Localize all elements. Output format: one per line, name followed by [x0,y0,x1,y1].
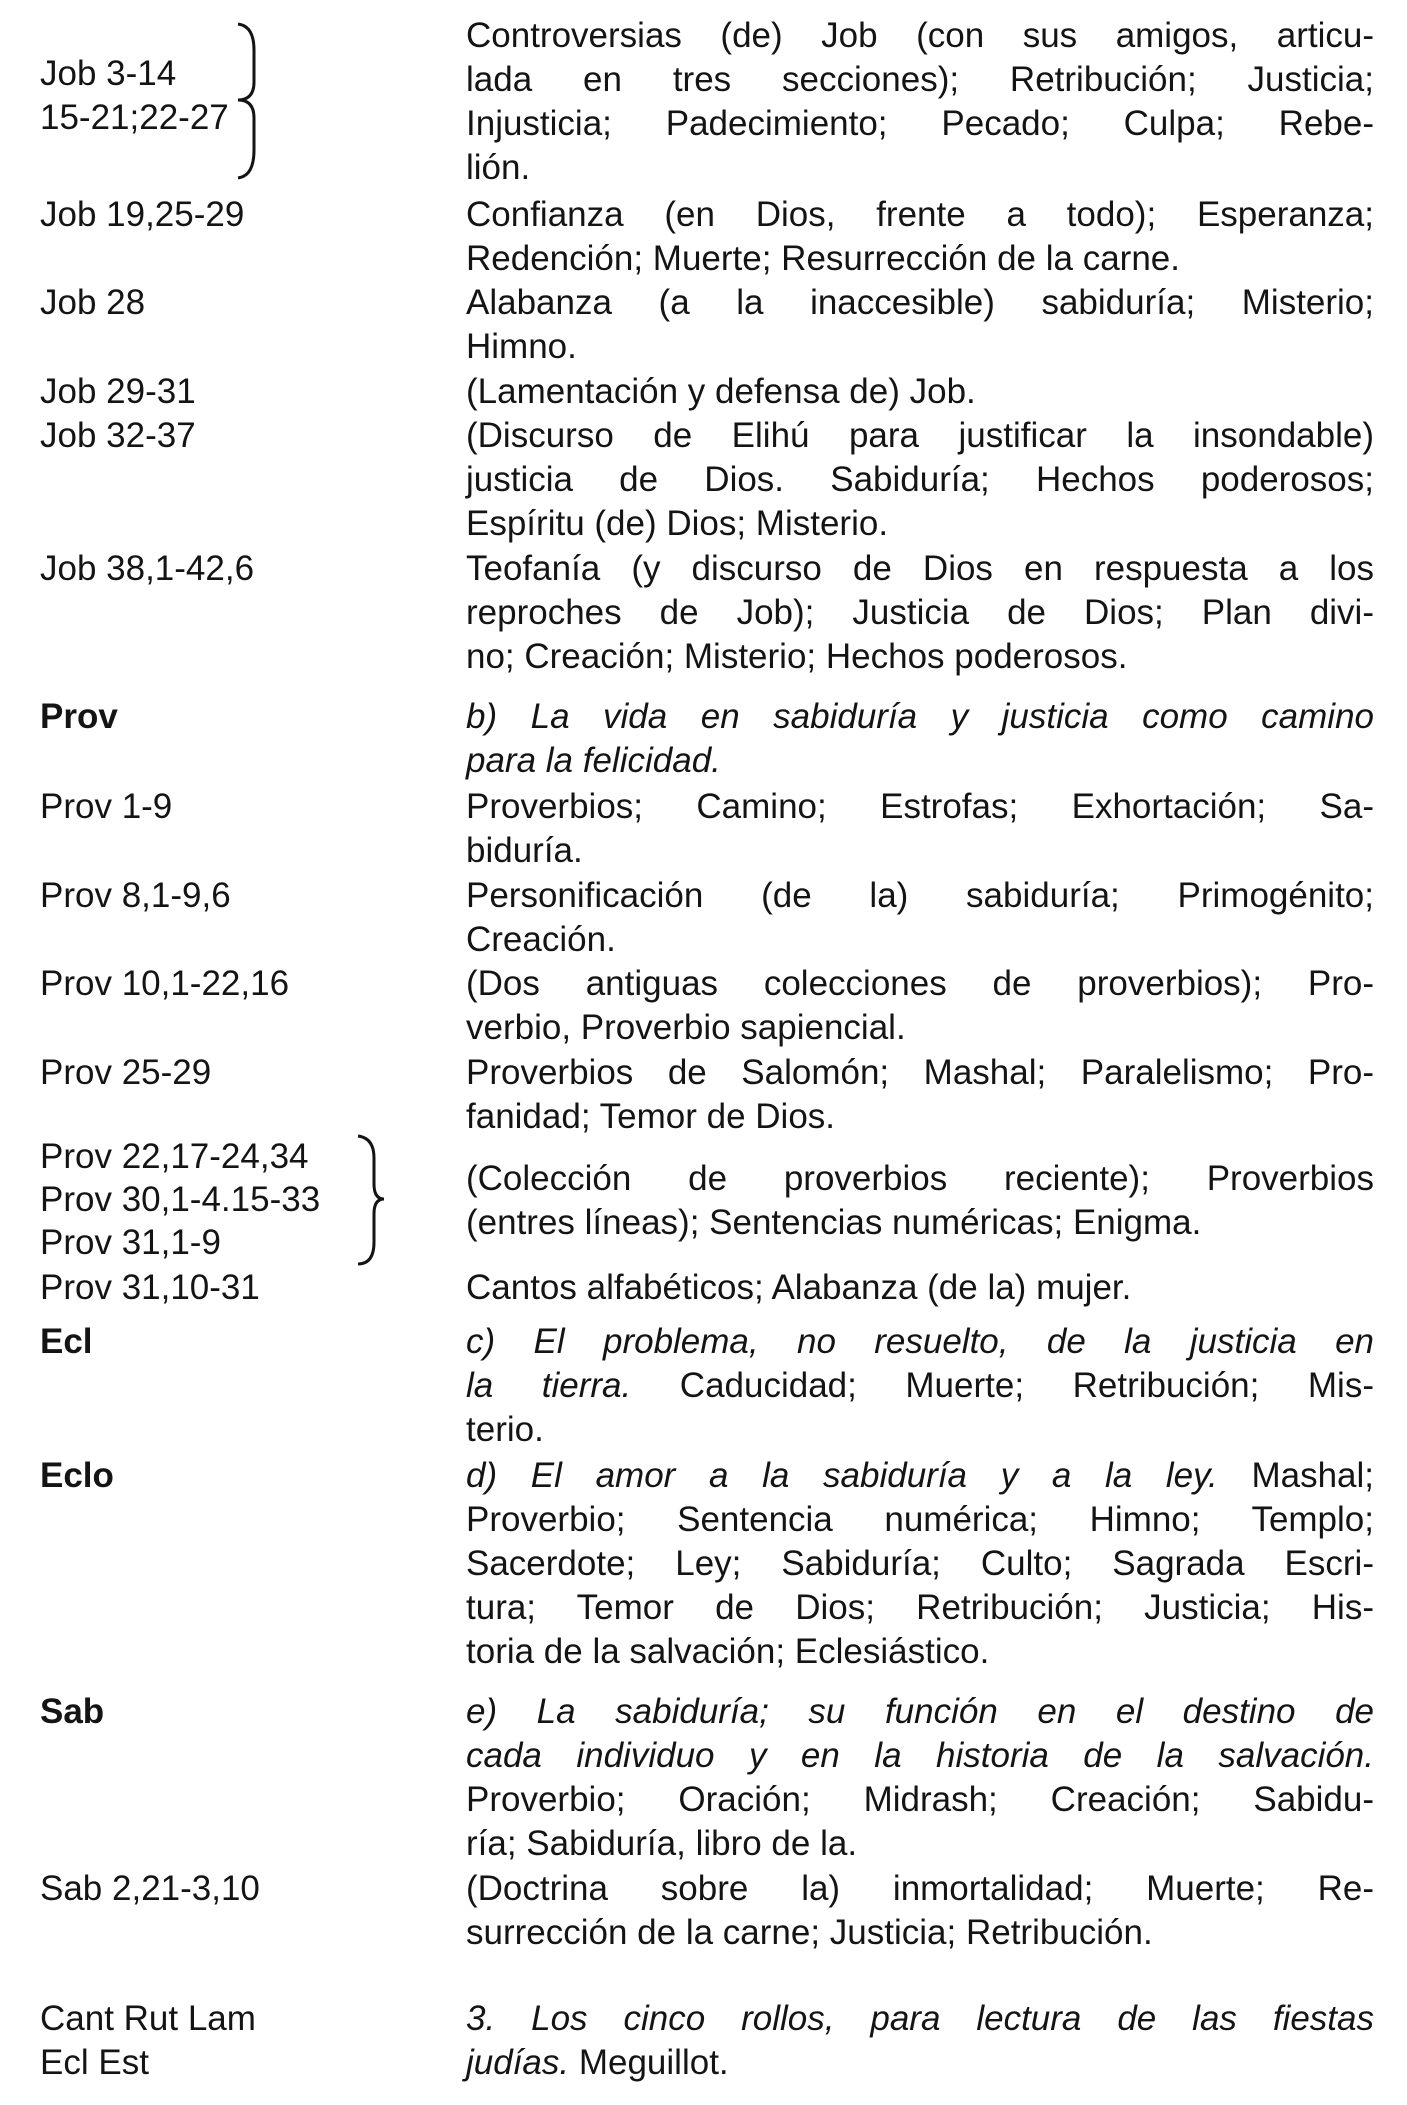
reference-line: Sab [40,1692,105,1731]
entry-reference [40,193,420,237]
entry-description [466,1051,1374,1139]
entry-reference [40,874,420,918]
description-line: judías. Meguillot. [466,2043,729,2082]
reference-line: Job 29-31 [40,372,196,411]
section-reference [40,1454,420,1498]
entry-reference [40,1867,420,1911]
description-line: 3. Los cinco rollos, para lectura de las fiestas [466,1999,1374,2038]
description-line: (Lamentación y defensa de) Job. [466,372,976,411]
entry-description [466,193,1374,281]
description-line: (entres líneas); Sentencias numéricas; Enigma. [466,1203,1202,1242]
reference-line: Job 38,1-42,6 [40,549,255,588]
entry-reference [40,1266,420,1310]
description-line: Proverbio; Sentencia numérica; Himno; Templo; [466,1500,1374,1539]
entry-reference [40,1051,420,1095]
reference-line: Ecl [40,1322,93,1361]
entry-description [466,962,1374,1050]
description-line: lada en tres secciones); Retribución; Justicia; [466,60,1374,99]
description-line: (Doctrina sobre la) inmortalidad; Muerte; Re- [466,1869,1374,1908]
reference-line: Ecl Est [40,2043,149,2082]
reference-line: Sab 2,21-3,10 [40,1869,260,1908]
reference-line: Prov 10,1-22,16 [40,964,290,1003]
description-line: (Discurso de Elihú para justificar la insondable) [466,416,1374,455]
description-line: b) La vida en sabiduría y justicia como camino [466,697,1374,736]
description-line: (Dos antiguas colecciones de proverbios); Pro- [466,964,1374,1003]
bracket-brace-icon [232,20,272,180]
description-line: cada individuo y en la historia de la salvación. [466,1736,1374,1775]
entry-reference [40,785,420,829]
description-line: Teofanía (y discurso de Dios en respuesta a los [466,549,1374,588]
section-heading [466,1690,1374,1866]
entry-reference [40,547,420,591]
reference-line: Prov 22,17-24,34 [40,1137,309,1176]
description-line: Controversias (de) Job (con sus amigos, articu- [466,16,1374,55]
description-line: tura; Temor de Dios; Retribución; Justicia; His- [466,1588,1374,1627]
entry-description [466,785,1374,873]
reference-line: 15-21;22-27 [40,98,229,137]
description-line: Cantos alfabéticos; Alabanza (de la) mujer. [466,1268,1132,1307]
description-line: Confianza (en Dios, frente a todo); Esperanza; [466,195,1374,234]
description-line: fanidad; Temor de Dios. [466,1097,836,1136]
description-line: no; Creación; Misterio; Hechos poderosos. [466,637,1128,676]
description-line: reproches de Job); Justicia de Dios; Plan divi- [466,593,1374,632]
description-line: Redención; Muerte; Resurrección de la carne. [466,239,1180,278]
description-line: e) La sabiduría; su función en el destino de [466,1692,1374,1731]
reference-line: Prov [40,697,118,736]
entry-reference [40,962,420,1006]
reference-line: Prov 1-9 [40,787,173,826]
description-line: Injusticia; Padecimiento; Pecado; Culpa; Rebe- [466,104,1374,143]
description-line: verbio, Proverbio sapiencial. [466,1008,906,1047]
description-line: Alabanza (a la inaccesible) sabiduría; Misterio; [466,283,1374,322]
section-heading [466,1454,1374,1674]
reference-line: Eclo [40,1456,114,1495]
description-line: c) El problema, no resuelto, de la justicia en [466,1322,1374,1361]
section-heading [466,695,1374,783]
entry-description [466,1867,1374,1955]
entry-reference [40,52,420,140]
description-line: Creación. [466,920,616,959]
reference-line: Prov 31,10-31 [40,1268,260,1307]
description-line: ría; Sabiduría, libro de la. [466,1824,858,1863]
description-line: la tierra. Caducidad; Muerte; Retribución; Mis- [466,1366,1374,1405]
description-line: surrección de la carne; Justicia; Retribución. [466,1913,1153,1952]
description-line: para la felicidad. [466,741,721,780]
description-line: terio. [466,1410,544,1449]
section-heading [466,1320,1374,1452]
entry-reference [40,1997,420,2085]
entry-description [466,547,1374,679]
bracket-brace-icon [352,1132,392,1267]
description-line: Proverbio; Oración; Midrash; Creación; Sabidu- [466,1780,1374,1819]
reference-line: Prov 8,1-9,6 [40,876,231,915]
reference-line: Prov 25-29 [40,1053,212,1092]
description-line: Sacerdote; Ley; Sabiduría; Culto; Sagrada Escri- [466,1544,1374,1583]
entry-description [466,1266,1374,1310]
description-line: Proverbios; Camino; Estrofas; Exhortación; Sa- [466,787,1374,826]
entry-description [466,874,1374,962]
description-line: (Colección de proverbios reciente); Proverbios [466,1159,1374,1198]
entry-reference [40,414,420,458]
reference-line: Job 32-37 [40,416,196,455]
entry-reference [40,370,420,414]
description-line: Personificación (de la) sabiduría; Primogénito; [466,876,1374,915]
entry-description [466,14,1374,190]
entry-description [466,1157,1374,1245]
section-reference [40,1320,420,1364]
entry-description [466,281,1374,369]
description-line: toria de la salvación; Eclesiástico. [466,1632,990,1671]
entry-reference [40,281,420,325]
description-line: justicia de Dios. Sabiduría; Hechos poderosos; [466,460,1374,499]
section-reference [40,695,420,739]
reference-line: Job 19,25-29 [40,195,245,234]
description-line: biduría. [466,831,583,870]
section-heading [466,1997,1374,2085]
reference-line: Prov 30,1-4.15-33 [40,1180,321,1219]
description-line: Himno. [466,327,577,366]
description-line: Proverbios de Salomón; Mashal; Paralelismo; Pro- [466,1053,1374,1092]
reference-line: Prov 31,1-9 [40,1223,221,1262]
reference-line: Cant Rut Lam [40,1999,256,2038]
section-reference [40,1690,420,1734]
entry-description [466,414,1374,546]
description-line: Espíritu (de) Dios; Misterio. [466,504,889,543]
reference-line: Job 28 [40,283,146,322]
description-line: d) El amor a la sabiduría y a la ley. Mashal; [466,1456,1375,1495]
description-line: lión. [466,148,531,187]
reference-line: Job 3-14 [40,54,177,93]
entry-description [466,370,1374,414]
